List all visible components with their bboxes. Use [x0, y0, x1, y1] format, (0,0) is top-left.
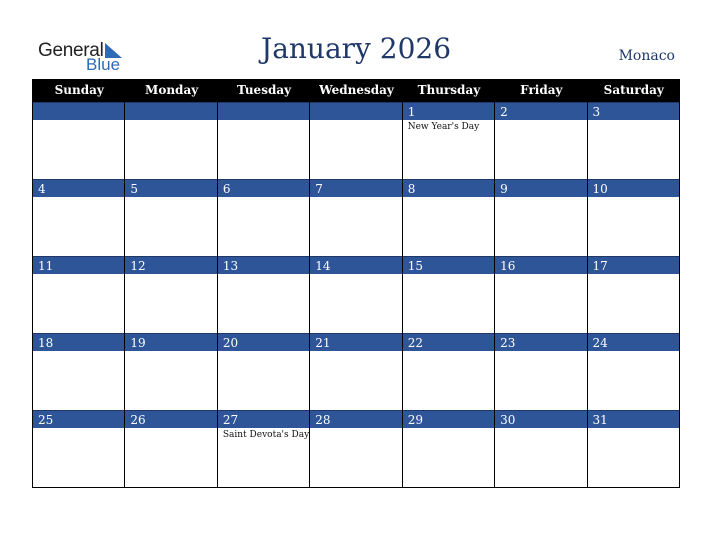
- day-number: 6: [218, 179, 309, 197]
- day-event: [125, 120, 216, 122]
- day-cell: [310, 333, 402, 410]
- day-cell: [588, 410, 680, 487]
- day-cell: [310, 102, 402, 179]
- day-event: [310, 120, 401, 122]
- day-event: [403, 197, 494, 199]
- day-cell: [403, 410, 495, 487]
- day-cell: [125, 256, 217, 333]
- day-event: [495, 120, 586, 122]
- weekday-header-row: [33, 79, 680, 102]
- weekday-wednesday: Wednesday: [319, 83, 394, 97]
- day-event: [310, 197, 401, 199]
- day-number: 30: [495, 410, 586, 428]
- day-cell: [218, 333, 310, 410]
- calendar-grid: [32, 79, 680, 488]
- day-event: [125, 197, 216, 199]
- day-cell: [588, 256, 680, 333]
- day-cell: [218, 256, 310, 333]
- day-number: 14: [310, 256, 401, 274]
- weekday-friday: Friday: [520, 83, 563, 97]
- day-number: 31: [588, 410, 679, 428]
- day-number: [218, 102, 309, 120]
- day-event: New Year's Day: [407, 122, 480, 132]
- day-cell: [403, 179, 495, 256]
- day-number: 24: [588, 333, 679, 351]
- day-number: 5: [125, 179, 216, 197]
- day-cell: [218, 410, 310, 487]
- day-cell: [403, 333, 495, 410]
- day-cell: [310, 256, 402, 333]
- day-cell: [310, 179, 402, 256]
- day-cell: [403, 102, 495, 179]
- country-label: Monaco: [618, 48, 675, 64]
- weekday-sunday: Sunday: [54, 83, 104, 97]
- day-cell: [495, 179, 587, 256]
- day-cell: [495, 333, 587, 410]
- day-number: 20: [218, 333, 309, 351]
- day-event: [495, 197, 586, 199]
- day-number: [310, 102, 401, 120]
- day-event: Saint Devota's Day: [222, 430, 310, 440]
- day-event: [218, 197, 309, 199]
- day-number: 8: [403, 179, 494, 197]
- day-cell: [218, 179, 310, 256]
- day-number: 26: [125, 410, 216, 428]
- week-row: [33, 179, 680, 256]
- day-cell: [588, 333, 680, 410]
- day-event: [33, 197, 124, 199]
- day-cell: [125, 179, 217, 256]
- day-number: 15: [403, 256, 494, 274]
- weekday-saturday: Saturday: [603, 83, 664, 97]
- week-row: [33, 333, 680, 410]
- day-number: [125, 102, 216, 120]
- day-cell: [125, 102, 217, 179]
- day-number: 25: [33, 410, 124, 428]
- day-cell: [33, 179, 125, 256]
- day-number: 10: [588, 179, 679, 197]
- calendar-title: January 2026: [260, 32, 452, 65]
- day-cell: [495, 102, 587, 179]
- weekday-thursday: Thursday: [417, 83, 481, 97]
- week-row: [33, 410, 680, 487]
- day-cell: [495, 256, 587, 333]
- day-number: 27: [218, 410, 309, 428]
- day-number: [33, 102, 124, 120]
- day-number: 28: [310, 410, 401, 428]
- day-cell: [33, 410, 125, 487]
- day-cell: [33, 102, 125, 179]
- day-number: 3: [588, 102, 679, 120]
- day-number: 19: [125, 333, 216, 351]
- day-number: 17: [588, 256, 679, 274]
- logo-general-text: General: [38, 40, 104, 61]
- day-number: 23: [495, 333, 586, 351]
- day-cell: [588, 179, 680, 256]
- day-cell: [125, 410, 217, 487]
- day-cell: [588, 102, 680, 179]
- day-number: 12: [125, 256, 216, 274]
- day-number: 1: [403, 102, 494, 120]
- day-cell: [125, 333, 217, 410]
- day-event: [218, 120, 309, 122]
- day-number: 18: [33, 333, 124, 351]
- day-number: 29: [403, 410, 494, 428]
- day-cell: [495, 410, 587, 487]
- day-number: 13: [218, 256, 309, 274]
- day-event: [588, 120, 679, 122]
- weekday-tuesday: Tuesday: [237, 83, 292, 97]
- day-number: 16: [495, 256, 586, 274]
- day-number: 11: [33, 256, 124, 274]
- week-row: [33, 102, 680, 179]
- day-cell: [218, 102, 310, 179]
- day-number: 22: [403, 333, 494, 351]
- day-cell: [403, 256, 495, 333]
- day-number: 21: [310, 333, 401, 351]
- weekday-monday: Monday: [145, 83, 199, 97]
- day-cell: [310, 410, 402, 487]
- day-event: [33, 120, 124, 122]
- day-cell: [33, 333, 125, 410]
- day-cell: [33, 256, 125, 333]
- day-number: 4: [33, 179, 124, 197]
- day-number: 9: [495, 179, 586, 197]
- week-row: [33, 256, 680, 333]
- day-number: 2: [495, 102, 586, 120]
- logo-blue-text: Blue: [86, 55, 121, 74]
- day-number: 7: [310, 179, 401, 197]
